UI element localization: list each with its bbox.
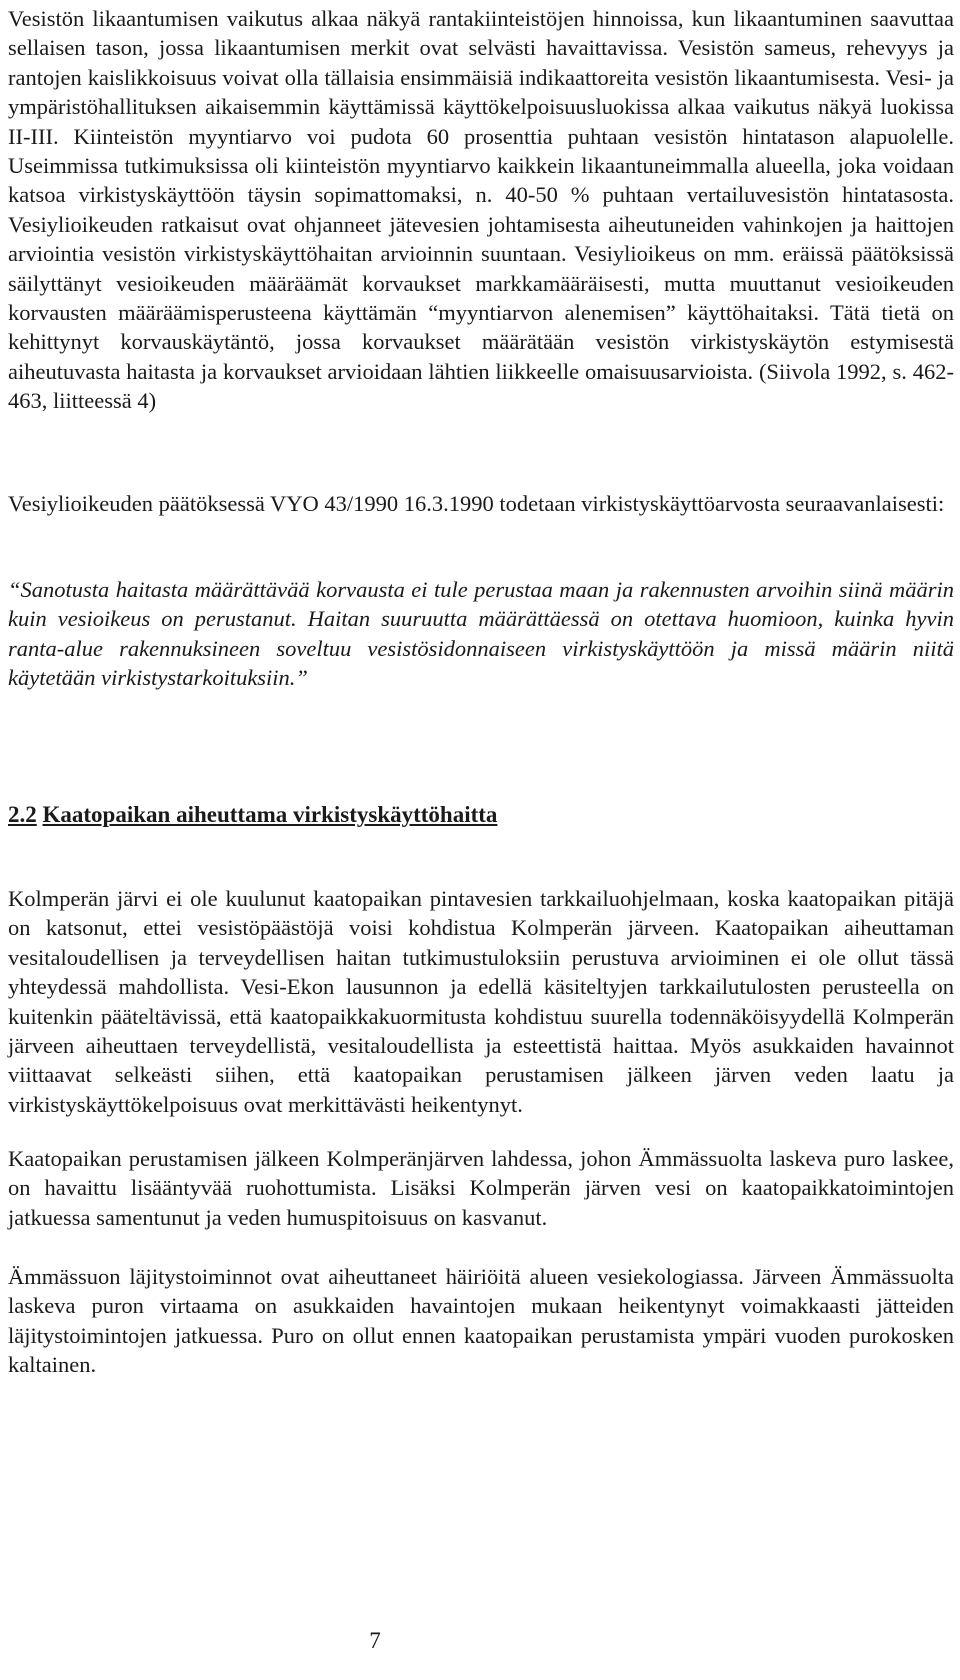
- paragraph-kolmpera-monitoring: Kolmperän järvi ei ole kuulunut kaatopaikan pintavesien tarkkailuohjelmaan, koska kaatopaikan pitäjä on katsonut, ettei vesistöpäästöjä voisi kohdistua Kolmperän järveen. Kaatopaikan aiheuttaman vesitaloudellisen ja terveydellisen haitan tutkimustuloksiin perustuva arvioiminen ei ole ollut tässä yhteydessä mahdollista. Vesi-Ekon lausunnon ja edellä käsiteltyjen tarkkailutulosten perusteella on kuitenkin pääteltävissä, että kaatopaikkakuormitusta kohdistuu suurella todennäköisyydellä Kolmperän järveen aiheuttaen terveydellistä, vesitaloudellista ja esteettistä haittaa. Myös asukkaiden havainnot viittaavat selkeästi siihen, että kaatopaikan perustamisen jälkeen järven veden laatu ja virkistyskäyttökelpoisuus ovat merkittävästi heikentynyt.: [8, 886, 954, 1117]
- paragraph-kolmpera-changes: Kaatopaikan perustamisen jälkeen Kolmperänjärven lahdessa, johon Ämmässuolta laskeva puro laskee, on havaittu lisääntyvää ruohottumista. Lisäksi Kolmperän järven vesi on kaatopaikkatoimintojen jatkuessa samentunut ja veden humuspitoisuus on kasvanut.: [8, 1146, 954, 1230]
- section-number: 2.2: [8, 802, 37, 827]
- section-heading: [8, 802, 497, 828]
- quote-court-decision: “Sanotusta haitasta määrättävää korvausta ei tule perustaa maan ja rakennusten arvoihin siinä määrin kuin vesioikeus on perustanut. Haitan suuruutta määrättäessä on otettava huomioon, kuinka hyvin ranta-alue rakennuksineen soveltuu vesistösidonnaiseen virkistyskäyttöön ja missä määrin niitä käytetään virkistystarkoituksiin.”: [8, 577, 954, 691]
- paragraph-court-decision-intro: Vesiylioikeuden päätöksessä VYO 43/1990 16.3.1990 todetaan virkistyskäyttöarvosta seuraavanlaisesti:: [8, 491, 945, 516]
- section-title: Kaatopaikan aiheuttama virkistyskäyttöhaitta: [42, 802, 498, 827]
- page-number: 7: [369, 1628, 381, 1653]
- paragraph-property-values: Vesistön likaantumisen vaikutus alkaa näkyä rantakiinteistöjen hinnoissa, kun likaantuminen saavuttaa sellaisen tason, jossa likaantumisen merkit ovat selvästi havaittavissa. Vesistön sameus, rehevyys ja rantojen kaislikkoisuus voivat olla tällaisia ensimmäisiä indikaattoreita vesistön likaantumisesta. Vesi- ja ympäristöhallituksen aikaisemmin käyttämissä käyttökelpoisuusluokissa alkaa vaikutus näkyä luokissa II-III. Kiinteistön myyntiarvo voi pudota 60 prosenttia puhtaan vesistön hintatason alapuolelle. Useimmissa tutkimuksissa oli kiinteistön myyntiarvo kaikkein likaantuneimmalla alueella, joka voidaan katsoa virkistyskäyttöön täysin sopimattomaksi, n. 40-50 % puhtaan vertailuvesistön hintatasosta. Vesiylioikeuden ratkaisut ovat ohjanneet jätevesien johtamisesta aiheutuneiden vahinkojen ja haittojen arviointia vesistön virkistyskäyttöhaitan arvioinnin suuntaan. Vesiylioikeus on mm. eräissä päätöksissä säilyttänyt vesioikeuden määräämät korvaukset markkamääräisesti, mutta muuttanut vesioikeuden korvausten määräämisperusteena käyttämän “myyntiarvon alenemisen” käyttöhaitaksi. Tätä tietä on kehittynyt korvauskäytäntö, jossa korvaukset määrätään vesistön virkistyskäytön estymisestä aiheutuvasta haitasta ja korvaukset arvioidaan lähtien liikkeelle omaisuusarvioista. (Siivola 1992, s. 462-463, liitteessä 4): [8, 6, 954, 414]
- paragraph-ammassuo-ecology: Ämmässuon läjitystoiminnot ovat aiheuttaneet häiriöitä alueen vesiekologiassa. Järveen Ämmässuolta laskeva puron virtaama on asukkaiden havaintojen mukaan heikentynyt voimakkaasti jätteiden läjitystoimintojen jatkuessa. Puro on ollut ennen kaatopaikan perustamista ympäri vuoden purokosken kaltainen.: [8, 1264, 954, 1378]
